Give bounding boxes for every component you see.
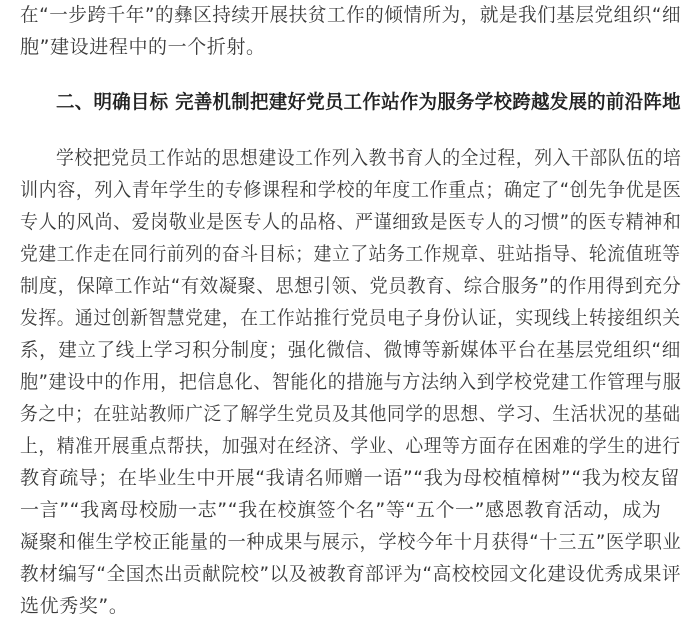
paragraph-line: 教材编写“全国杰出贡献院校”以及被教育部评为“高校校园文化建设优秀成果评: [20, 563, 682, 585]
paragraph-line: 胞”建设进程中的一个折射。: [20, 36, 266, 58]
paragraph-line: 胞”建设中的作用，把信息化、智能化的措施与方法纳入到学校党建工作管理与服: [20, 371, 682, 393]
paragraph-line: 党建工作走在同行前列的奋斗目标；建立了站务工作规章、驻站指导、轮流值班等: [20, 243, 681, 265]
paragraph-line: 一言”“我离母校励一志”“我在校旗签个名”等“五个一”感恩教育活动，成为: [20, 499, 662, 521]
paragraph-line: 在“一步跨千年”的彝区持续开展扶贫工作的倾情所为，就是我们基层党组织“细: [20, 4, 682, 26]
paragraph-line: 训内容，列入青年学生的专修课程和学校的年度工作重点；确定了“创先争优是医: [20, 179, 682, 201]
paragraph-line: 专人的风尚、爱岗敬业是医专人的品格、严谨细致是医专人的习惯”的医专精神和: [20, 211, 682, 233]
paragraph-line: 选优秀奖”。: [20, 595, 129, 617]
paragraph-line: 发挥。通过创新智慧党建，在工作站推行党员电子身份认证，实现线上转接组织关: [20, 307, 681, 329]
section-heading: 二、明确目标 完善机制把建好党员工作站作为服务学校跨越发展的前沿阵地: [56, 91, 681, 113]
paragraph-line: 系，建立了线上学习积分制度；强化微信、微博等新媒体平台在基层党组织“细: [20, 339, 681, 361]
paragraph-line: 学校把党员工作站的思想建设工作列入教书育人的全过程，列入干部队伍的培: [56, 147, 682, 169]
paragraph-line: 凝聚和催生学校正能量的一种成果与展示，学校今年十月获得“十三五”医学职业: [20, 531, 682, 553]
paragraph-line: 务之中；在驻站教师广泛了解学生党员及其他同学的思想、学习、生活状况的基础: [20, 403, 681, 425]
paragraph-line: 上，精准开展重点帮扶，加强对在经济、学业、心理等方面存在困难的学生的进行: [20, 435, 681, 457]
paragraph-line: 教育疏导；在毕业生中开展“我请名师赠一语”“我为母校植樟树”“我为校友留: [20, 467, 680, 489]
paragraph-line: 制度，保障工作站“有效凝聚、思想引领、党员教育、综合服务”的作用得到充分: [20, 275, 682, 297]
